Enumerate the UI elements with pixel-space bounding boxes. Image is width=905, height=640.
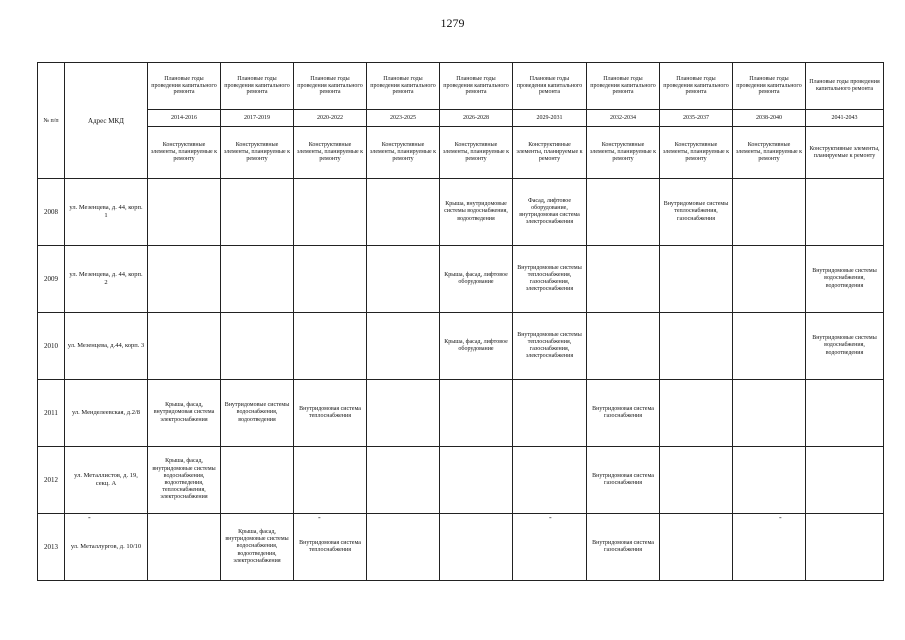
row-plan-cell: Внутридомовые системы водоснабжения, водоотведения	[806, 313, 884, 380]
table-row	[38, 447, 884, 514]
row-plan-cell: Внутридомовая система газоснабжения	[587, 447, 660, 514]
period-elements-label: Конструктивные элементы, планируемые к ремонту	[148, 127, 221, 179]
row-plan-cell	[440, 380, 513, 447]
stray-mark: -	[88, 513, 91, 522]
row-plan-cell	[148, 313, 221, 380]
period-years: 2017-2019	[221, 110, 294, 127]
period-elements-label: Конструктивные элементы, планируемые к ремонту	[660, 127, 733, 179]
header-address: Адрес МКД	[65, 63, 148, 179]
row-number: 2011	[38, 380, 65, 447]
row-plan-cell	[587, 179, 660, 246]
stray-mark: -	[779, 513, 782, 522]
row-plan-cell	[733, 447, 806, 514]
row-plan-cell	[367, 246, 440, 313]
row-plan-cell: Крыша, внутридомовые системы водоснабжения, водоотведения	[440, 179, 513, 246]
row-address: ул. Мезенцева, д. 44, корп. 1	[65, 179, 148, 246]
period-elements-label: Конструктивные элементы, планируемые к ремонту	[367, 127, 440, 179]
header-num: № п/п	[38, 63, 65, 179]
row-address: ул. Мезенцева, д.44, корп. 3	[65, 313, 148, 380]
row-plan-cell: Крыша, фасад, внутридомовые системы водоснабжения, водоотведения, электроснабжения	[221, 514, 294, 581]
row-number: 2012	[38, 447, 65, 514]
row-plan-cell	[660, 514, 733, 581]
period-title: Плановые годы проведения капитального ремонта	[513, 63, 587, 110]
row-plan-cell: Крыша, фасад, внутридомовая система электроснабжения	[148, 380, 221, 447]
period-years: 2014-2016	[148, 110, 221, 127]
period-title: Плановые годы проведения капитального ремонта	[148, 63, 221, 110]
capital-repair-plan-table	[37, 62, 884, 581]
period-elements-label: Конструктивные элементы, планируемые к ремонту	[440, 127, 513, 179]
period-elements-label: Конструктивные элементы, планируемые к ремонту	[806, 127, 884, 179]
table-row	[38, 246, 884, 313]
table-row	[38, 313, 884, 380]
period-years: 2023-2025	[367, 110, 440, 127]
row-number: 2010	[38, 313, 65, 380]
row-plan-cell	[294, 179, 367, 246]
row-number: 2008	[38, 179, 65, 246]
row-address: ул. Металлистов, д. 19, секц. А	[65, 447, 148, 514]
row-plan-cell	[440, 514, 513, 581]
period-title: Плановые годы проведения капитального ремонта	[294, 63, 367, 110]
period-elements-label: Конструктивные элементы, планируемые к ремонту	[587, 127, 660, 179]
row-plan-cell	[367, 313, 440, 380]
row-number: 2013	[38, 514, 65, 581]
period-years: 2035-2037	[660, 110, 733, 127]
period-title: Плановые годы проведения капитального ремонта	[440, 63, 513, 110]
row-plan-cell: Фасад, лифтовое оборудование, внутридомовая система электроснабжения	[513, 179, 587, 246]
period-years: 2038-2040	[733, 110, 806, 127]
row-plan-cell: Крыша, фасад, лифтовое оборудование	[440, 246, 513, 313]
header-years-row	[38, 110, 884, 127]
row-plan-cell	[221, 313, 294, 380]
row-plan-cell	[587, 246, 660, 313]
row-plan-cell	[733, 514, 806, 581]
row-address: ул. Мезенцева, д. 44, корп. 2	[65, 246, 148, 313]
table-row	[38, 380, 884, 447]
period-title: Плановые годы проведения капитального ремонта	[367, 63, 440, 110]
period-years: 2029-2031	[513, 110, 587, 127]
row-plan-cell	[367, 380, 440, 447]
row-plan-cell	[806, 179, 884, 246]
table-header	[38, 63, 884, 179]
row-plan-cell	[806, 380, 884, 447]
row-plan-cell	[294, 313, 367, 380]
row-plan-cell: Внутридомовые системы водоснабжения, водоотведения	[221, 380, 294, 447]
row-plan-cell	[440, 447, 513, 514]
stray-mark: -	[549, 513, 552, 522]
period-elements-label: Конструктивные элементы, планируемые к ремонту	[513, 127, 587, 179]
row-plan-cell	[733, 179, 806, 246]
period-elements-label: Конструктивные элементы, планируемые к ремонту	[221, 127, 294, 179]
stray-mark: -	[318, 513, 321, 522]
row-address: ул. Металлургов, д. 10/10	[65, 514, 148, 581]
row-plan-cell	[513, 380, 587, 447]
row-plan-cell: Внутридомовая система газоснабжения	[587, 514, 660, 581]
page-number: 1279	[440, 16, 465, 30]
row-plan-cell	[294, 246, 367, 313]
row-plan-cell: Внутридомовая система газоснабжения	[587, 380, 660, 447]
table-row	[38, 179, 884, 246]
row-plan-cell	[513, 514, 587, 581]
period-elements-label: Конструктивные элементы, планируемые к ремонту	[733, 127, 806, 179]
row-plan-cell	[733, 246, 806, 313]
row-plan-cell	[733, 313, 806, 380]
row-plan-cell	[587, 313, 660, 380]
period-title: Плановые годы проведения капитального ремонта	[587, 63, 660, 110]
period-title: Плановые годы проведения капитального ремонта	[660, 63, 733, 110]
period-title: Плановые годы проведения капитального ремонта	[806, 63, 884, 110]
row-plan-cell: Внутридомовая система теплоснабжения	[294, 514, 367, 581]
row-plan-cell	[148, 179, 221, 246]
period-title: Плановые годы проведения капитального ремонта	[221, 63, 294, 110]
row-plan-cell	[221, 447, 294, 514]
row-plan-cell	[806, 447, 884, 514]
row-plan-cell	[221, 179, 294, 246]
row-plan-cell: Крыша, фасад, лифтовое оборудование	[440, 313, 513, 380]
header-title-row	[38, 63, 884, 110]
period-years: 2026-2028	[440, 110, 513, 127]
period-years: 2041-2043	[806, 110, 884, 127]
period-title: Плановые годы проведения капитального ремонта	[733, 63, 806, 110]
period-years: 2032-2034	[587, 110, 660, 127]
row-plan-cell: Внутридомовые системы водоснабжения, водоотведения	[806, 246, 884, 313]
row-plan-cell	[660, 447, 733, 514]
table-row	[38, 514, 884, 581]
row-plan-cell: Внутридомовая система теплоснабжения	[294, 380, 367, 447]
row-plan-cell	[148, 246, 221, 313]
table-body	[38, 179, 884, 581]
row-plan-cell	[733, 380, 806, 447]
row-plan-cell	[148, 514, 221, 581]
row-plan-cell: Внутридомовые системы теплоснабжения, газоснабжения, электроснабжения	[513, 246, 587, 313]
row-plan-cell	[513, 447, 587, 514]
row-plan-cell	[294, 447, 367, 514]
row-plan-cell: Внутридомовые системы теплоснабжения, газоснабжения	[660, 179, 733, 246]
row-plan-cell	[806, 514, 884, 581]
period-elements-label: Конструктивные элементы, планируемые к ремонту	[294, 127, 367, 179]
row-plan-cell: Крыша, фасад, внутридомовые системы водоснабжения, водоотведения, теплоснабжения, электроснабжения	[148, 447, 221, 514]
row-plan-cell	[367, 514, 440, 581]
row-plan-cell	[367, 179, 440, 246]
row-plan-cell	[367, 447, 440, 514]
row-plan-cell	[660, 313, 733, 380]
row-plan-cell	[660, 380, 733, 447]
row-address: ул. Менделеевская, д.2/8	[65, 380, 148, 447]
row-plan-cell: Внутридомовые системы теплоснабжения, газоснабжения, электроснабжения	[513, 313, 587, 380]
header-elements-row	[38, 127, 884, 179]
row-plan-cell	[660, 246, 733, 313]
row-plan-cell	[221, 246, 294, 313]
row-number: 2009	[38, 246, 65, 313]
period-years: 2020-2022	[294, 110, 367, 127]
